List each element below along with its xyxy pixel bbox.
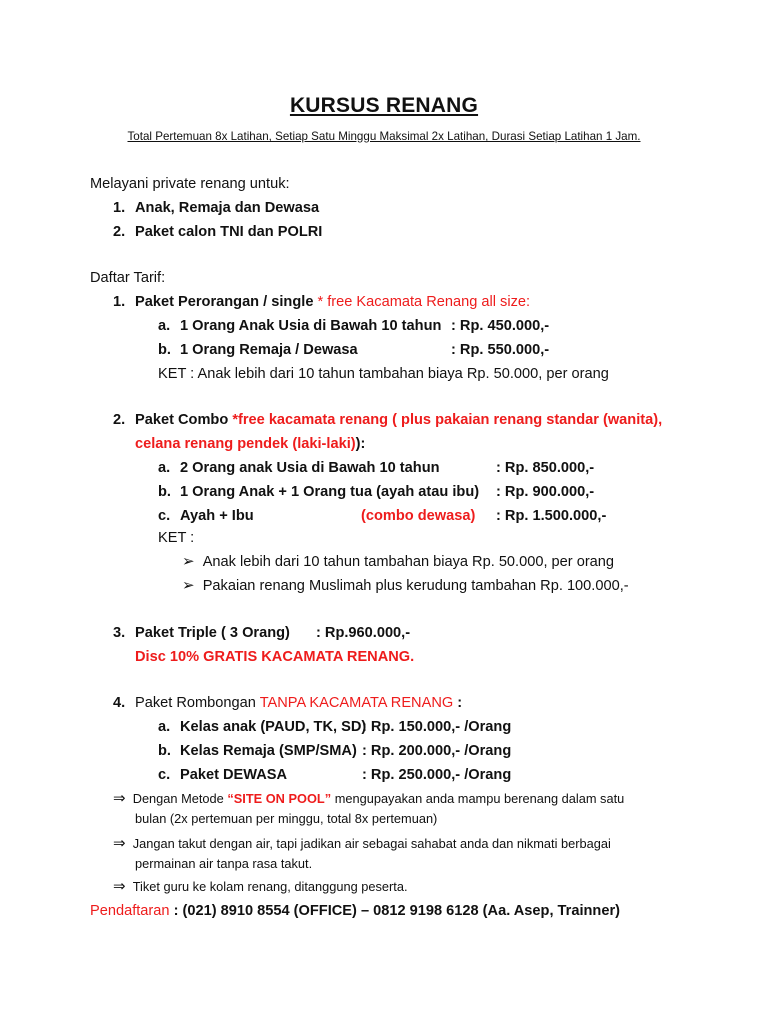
package-promo: TANPA KACAMATA RENANG [259, 695, 454, 711]
arrowhead-bullet-icon: ➢ [182, 553, 195, 570]
registration-label: Pendaftaran [90, 903, 170, 919]
item-label: 1 Orang Anak + 1 Orang tua (ayah atau ibu) [180, 484, 480, 500]
package-4-item-a [158, 718, 366, 736]
double-arrow-icon: ⇒ [113, 790, 126, 807]
package-number: 3. [113, 625, 126, 641]
package-2-item-b [158, 483, 479, 501]
item-label: 2 Orang anak Usia di Bawah 10 tahun [180, 460, 440, 476]
double-arrow-icon: ⇒ [113, 878, 126, 895]
package-number: 2. [113, 412, 126, 428]
page-subtitle: Total Pertemuan 8x Latihan, Setiap Satu Minggu Maksimal 2x Latihan, Durasi Setiap Latihan 1 Jam. [127, 130, 641, 143]
service-label: Paket calon TNI dan POLRI [135, 224, 323, 240]
package-number: 1. [113, 294, 126, 310]
note-text: Dengan Metode [132, 791, 228, 806]
item-price: : Rp. 450.000,- [451, 318, 550, 334]
note-text: Pakaian renang Muslimah plus kerudung tambahan Rp. 100.000,- [202, 578, 629, 594]
package-2-title-cont [135, 435, 365, 453]
package-name: Paket Rombongan [135, 695, 260, 711]
package-3-promo: Disc 10% GRATIS KACAMATA RENANG. [135, 649, 415, 665]
services-intro: Melayani private renang untuk: [90, 176, 290, 192]
item-extra: (combo dewasa) [361, 508, 476, 524]
note-text: Anak lebih dari 10 tahun tambahan biaya Rp. 50.000, per orang [202, 554, 615, 570]
item-letter: b. [158, 484, 171, 500]
item-letter: b. [158, 743, 171, 759]
note-3 [113, 878, 408, 896]
package-1-item-b [158, 341, 358, 359]
item-label: Ayah + Ibu [180, 508, 254, 524]
package-2-note [182, 553, 614, 571]
package-3-title [113, 624, 290, 642]
package-name: Paket Triple ( 3 Orang) [135, 625, 290, 641]
package-promo-end: ): [355, 436, 366, 452]
item-price: : Rp. 850.000,- [496, 460, 595, 476]
package-3-price: : Rp.960.000,- [316, 625, 411, 641]
item-letter: a. [158, 460, 171, 476]
registration-line [90, 902, 620, 920]
service-item [113, 199, 319, 217]
package-1-item-a [158, 317, 441, 335]
arrowhead-bullet-icon: ➢ [182, 577, 195, 594]
service-number: 2. [113, 224, 126, 240]
item-letter: b. [158, 342, 171, 358]
service-label: Anak, Remaja dan Dewasa [135, 200, 320, 216]
note-text: Jangan takut dengan air, tapi jadikan air sebagai sahabat anda dan nikmati berbagai [132, 836, 611, 851]
note-text: Tiket guru ke kolam renang, ditanggung peserta. [132, 879, 408, 894]
item-letter: c. [158, 767, 171, 783]
item-letter: a. [158, 318, 171, 334]
package-promo-line2: celana renang pendek (laki-laki) [135, 436, 356, 452]
item-letter: a. [158, 719, 171, 735]
package-number: 4. [113, 695, 126, 711]
item-label: 1 Orang Anak Usia di Bawah 10 tahun [180, 318, 442, 334]
package-4-item-b [158, 742, 357, 760]
item-letter: c. [158, 508, 171, 524]
package-1-note: KET : Anak lebih dari 10 tahun tambahan biaya Rp. 50.000, per orang [158, 366, 609, 382]
tariff-heading: Daftar Tarif: [90, 270, 166, 286]
package-2-item-a [158, 459, 440, 477]
package-2-note-label: KET : [158, 530, 195, 546]
item-label: Kelas anak (PAUD, TK, SD) [180, 719, 367, 735]
page-title: KURSUS RENANG [289, 94, 479, 117]
item-label: Paket DEWASA [180, 767, 288, 783]
service-number: 1. [113, 200, 126, 216]
package-colon: : [453, 695, 463, 711]
package-name: Paket Combo [135, 412, 233, 428]
package-1-title [113, 293, 530, 311]
item-price: : Rp. 900.000,- [496, 484, 595, 500]
item-price: : Rp. 550.000,- [451, 342, 550, 358]
item-label: 1 Orang Remaja / Dewasa [180, 342, 358, 358]
item-price: : Rp. 150.000,- /Orang [362, 719, 512, 735]
package-2-item-c [158, 507, 254, 525]
note-text: mengupayakan anda mampu berenang dalam satu [331, 791, 625, 806]
package-promo-line1: *free kacamata renang ( plus pakaian renang standar (wanita), [232, 412, 663, 428]
service-item [113, 223, 322, 241]
item-price: : Rp. 1.500.000,- [496, 508, 607, 524]
item-label: Kelas Remaja (SMP/SMA) [180, 743, 357, 759]
package-2-title [113, 411, 662, 429]
package-4-item-c [158, 766, 287, 784]
note-1-cont: bulan (2x pertemuan per minggu, total 8x pertemuan) [135, 811, 438, 826]
package-promo: * free Kacamata Renang all size: [317, 294, 531, 310]
note-1 [113, 790, 624, 808]
item-price: : Rp. 200.000,- /Orang [362, 743, 512, 759]
note-2 [113, 835, 611, 853]
package-2-note [182, 577, 629, 595]
package-name: Paket Perorangan / single [135, 294, 318, 310]
item-price: : Rp. 250.000,- /Orang [362, 767, 512, 783]
double-arrow-icon: ⇒ [113, 835, 126, 852]
package-4-title [113, 694, 462, 712]
registration-contact: : (021) 8910 8554 (OFFICE) – 0812 9198 6128 (Aa. Asep, Trainner) [169, 903, 620, 919]
note-highlight: “SITE ON POOL” [227, 791, 332, 806]
note-2-cont: permainan air tanpa rasa takut. [135, 856, 313, 871]
